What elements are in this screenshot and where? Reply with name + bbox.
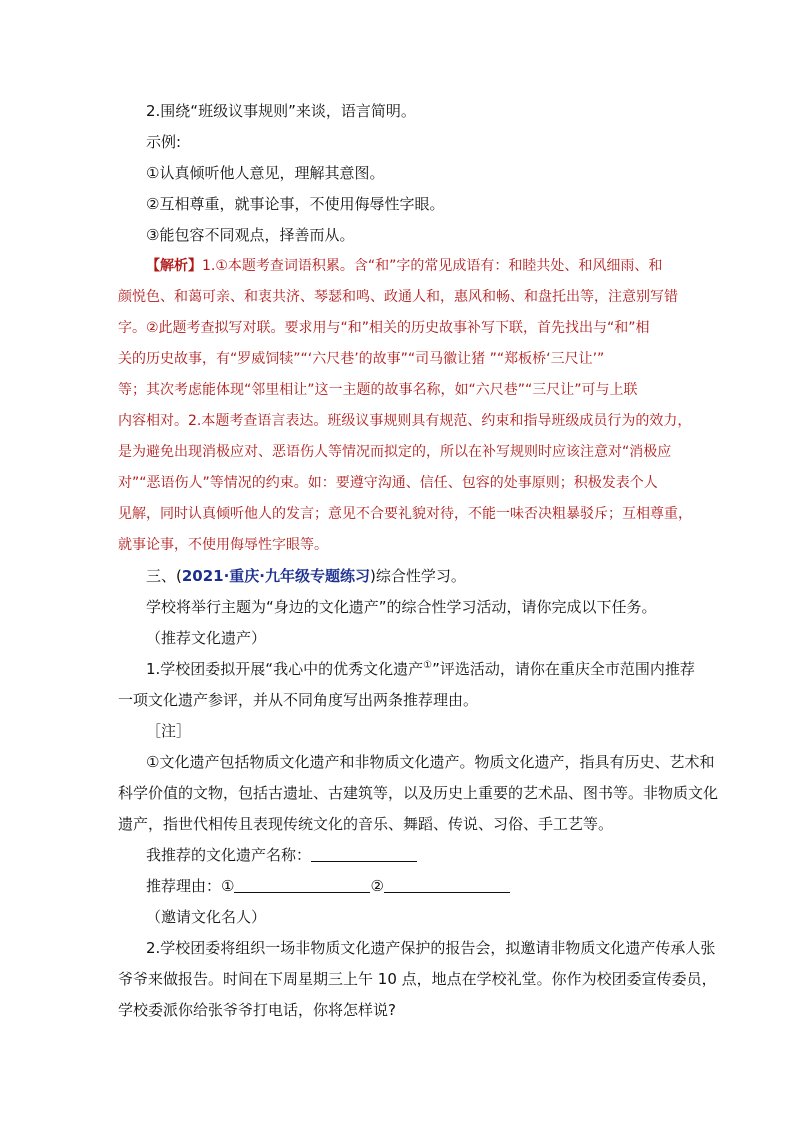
analysis-line-3: 字。②此题考查拟写对联。要求用与“和”相关的历史故事补写下联，首先找出与“和”相 — [118, 320, 650, 336]
analysis-line-5: 等；其次考虑能体现“邻里相让”这一主题的故事名称，如“六尺巷”“三尺让”可与上联 — [118, 382, 638, 398]
question-2-line-3: 学校委派你给张爷爷打电话，你将怎样说? — [118, 1001, 396, 1019]
source-tag: 2021·重庆·九年级专题练习 — [181, 567, 371, 585]
reason-1-blank[interactable] — [234, 877, 370, 893]
question-1-line-2: 一项文化遗产参评，并从不同角度写出两条推荐理由。 — [118, 691, 479, 709]
subheading-recommend: （推荐文化遗产） — [146, 629, 267, 647]
note-line-2: 科学价值的文物，包括古遗址、古建筑等，以及历史上重要的艺术品、图书等。非物质文化 — [118, 784, 719, 802]
note-line-1: ①文化遗产包括物质文化遗产和非物质文化遗产。物质文化遗产，指具有历史、艺术和 — [146, 753, 715, 771]
fill-reasons: 推荐理由：① ② — [118, 871, 678, 902]
analysis-line-2: 颜悦色、和蔼可亲、和衷共济、琴瑟和鸣、政通人和，惠风和畅、和盘托出等，注意别写错 — [118, 289, 678, 305]
fill-heritage-name: 我推荐的文化遗产名称： — [118, 840, 678, 871]
analysis-line-9: 见解，同时认真倾听他人的发言；意见不合要礼貌对待，不能一味否决粗暴驳斥；互相尊重， — [118, 506, 692, 522]
example-1: ①认真倾听他人意见，理解其意图。 — [146, 164, 385, 182]
question-1-line-1: 1.学校团委拟开展“我心中的优秀文化遗产①”评选活动，请你在重庆全市范围内推荐 — [146, 660, 695, 678]
question-2-line-1: 2.学校团委将组织一场非物质文化遗产保护的报告会，拟邀请非物质文化遗产传承人张 — [146, 939, 716, 957]
heritage-name-blank[interactable] — [311, 846, 417, 862]
analysis-line-6: 内容相对。2.本题考查语言表达。班级议事规则具有规范、约束和指导班级成员行为的效力， — [118, 413, 692, 429]
example-label: 示例: — [146, 133, 182, 151]
note-line-3: 遗产，指世代相传且表现传统文化的音乐、舞蹈、传说、习俗、手工艺等。 — [118, 815, 614, 833]
subheading-invite: （邀请文化名人） — [146, 908, 267, 926]
section-3-intro: 学校将举行主题为“身边的文化遗产”的综合性学习活动，请你完成以下任务。 — [146, 598, 657, 616]
analysis-line-7: 是为避免出现消极应对、恶语伤人等情况而拟定的，所以在补写规则时应该注意对“消极应 — [118, 444, 672, 460]
question-2-line-2: 爷爷来做报告。时间在下周星期三上午 10 点，地点在学校礼堂。你作为校团委宣传委员， — [118, 970, 717, 988]
document-body — [118, 96, 719, 1026]
analysis-tag: 【解析】 — [146, 258, 202, 274]
analysis-line-1: 【解析】1.①本题考查词语积累。含“和”字的常见成语有：和睦共处、和风细雨、和 — [146, 258, 663, 274]
analysis-line-4: 关的历史故事，有“罗威饲犊”“‘六尺巷’的故事”“司马徽让猪 ”“郑板桥‘三尺让’” — [118, 351, 605, 367]
note-label: ［注］ — [146, 722, 192, 740]
analysis-line-10: 就事论事，不使用侮辱性字眼等。 — [118, 537, 328, 553]
example-2: ②互相尊重，就事论事，不使用侮辱性字眼。 — [146, 195, 445, 213]
section-3-heading: 三、(2021·重庆·九年级专题练习)综合性学习。 — [146, 567, 466, 585]
analysis-line-8: 对”“恶语伤人”等情况的约束。如：要遵守沟通、信任、包容的处事原则；积极发表个人 — [118, 475, 658, 491]
example-3: ③能包容不同观点，择善而从。 — [146, 226, 355, 244]
question-2-title: 2.围绕“班级议事规则”来谈，语言简明。 — [146, 102, 416, 120]
footnote-marker: ① — [423, 660, 433, 671]
reason-2-blank[interactable] — [384, 877, 510, 893]
